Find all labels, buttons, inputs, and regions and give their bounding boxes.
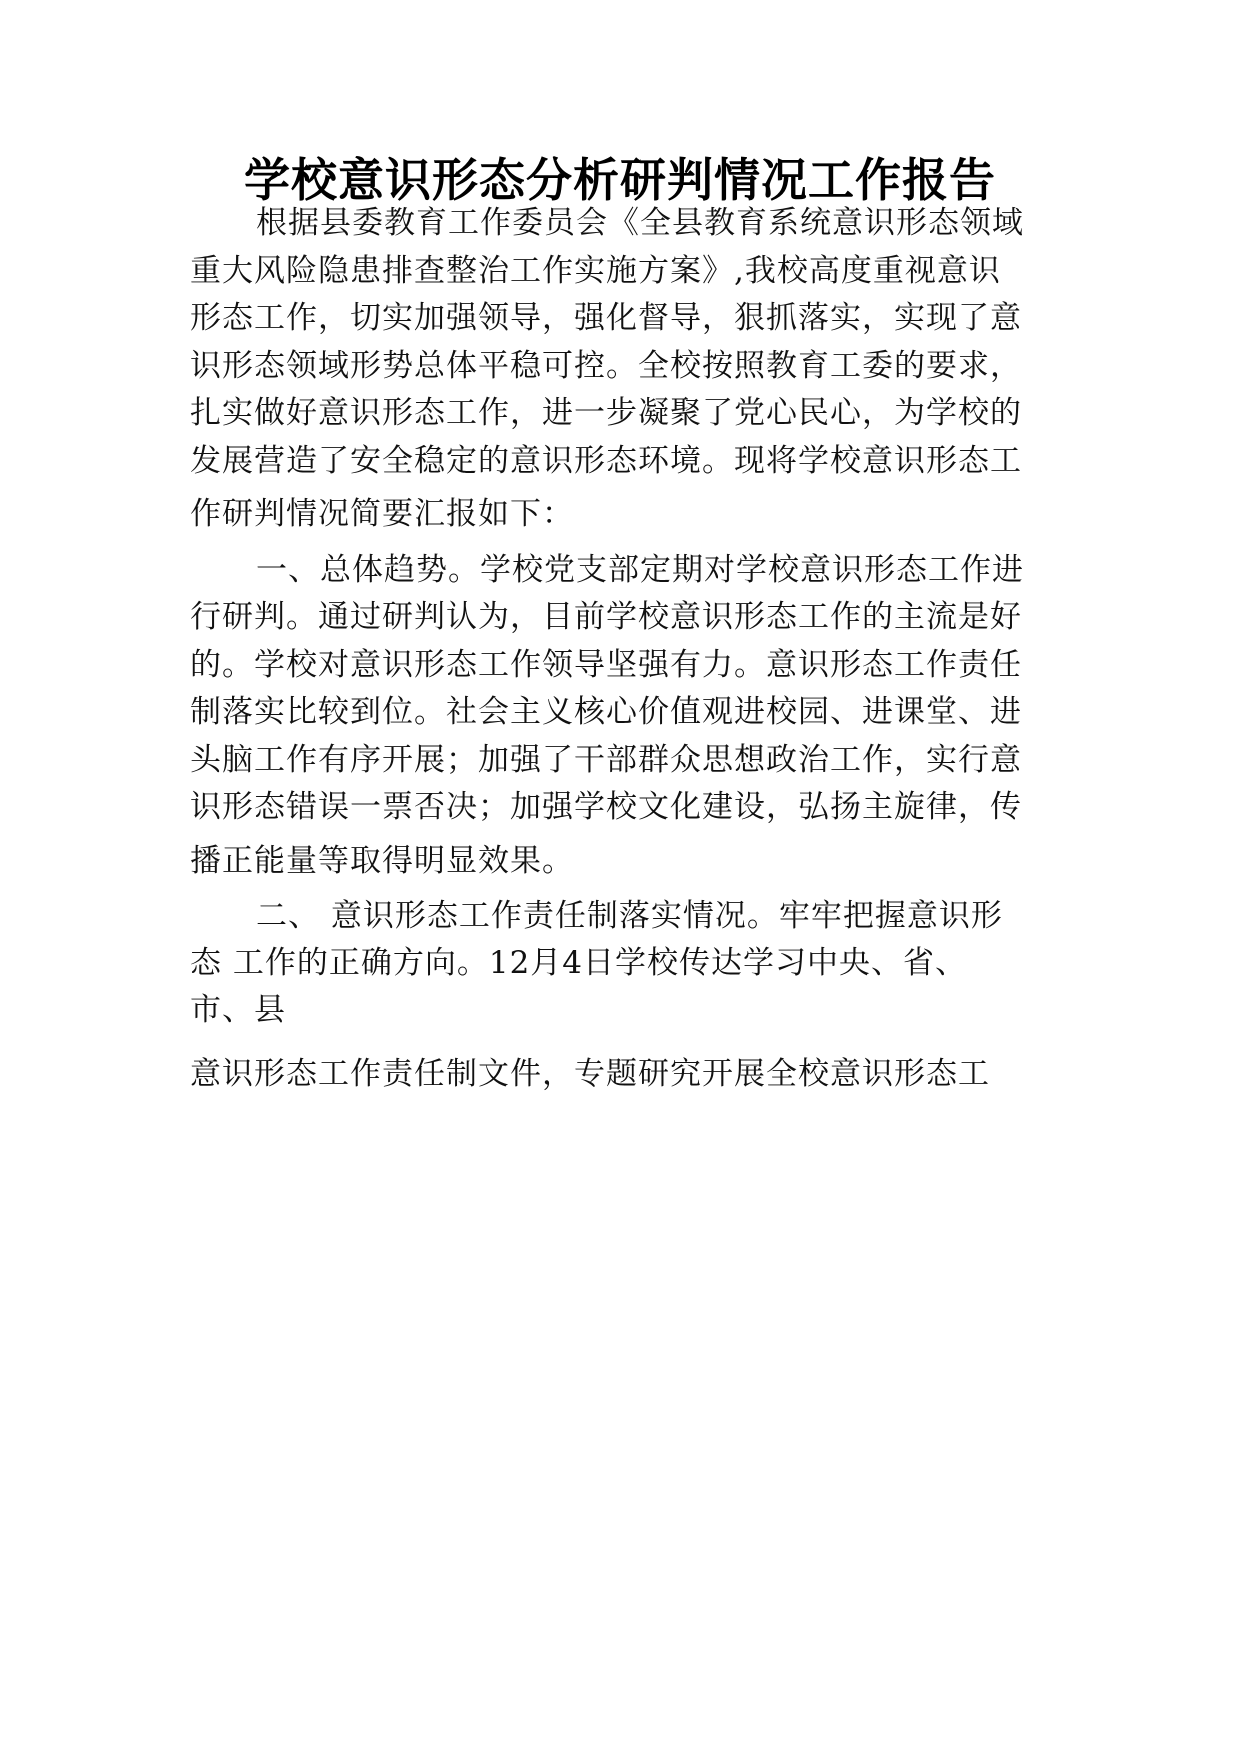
paragraph-line: 重大风险隐患排查整治工作实施方案》,我校高度重视意识 (190, 253, 1001, 289)
paragraph-line: 发展营造了安全稳定的意识形态环境。现将学校意识形态工 (190, 443, 1022, 479)
paragraph-line: 行研判。通过研判认为，目前学校意识形态工作的主流是好 (190, 599, 1022, 635)
paragraph-line: 根据县委教育工作委员会《全县教育系统意识形态领域 (256, 205, 1024, 241)
paragraph-line: 播正能量等取得明显效果。 (190, 843, 574, 879)
paragraph-line: 的。学校对意识形态工作领导坚强有力。意识形态工作责任 (190, 647, 1022, 683)
paragraph-line: 作研判情况简要汇报如下： (190, 496, 574, 532)
paragraph-line: 二、 意识形态工作责任制落实情况。牢牢把握意识形 (256, 898, 1003, 934)
paragraph-line: 意识形态工作责任制文件，专题研究开展全校意识形态工 (190, 1056, 990, 1092)
paragraph-line: 市、县 (190, 992, 286, 1028)
paragraph-line: 扎实做好意识形态工作，进一步凝聚了党心民心，为学校的 (190, 395, 1022, 431)
document-title: 学校意识形态分析研判情况工作报告 (244, 153, 996, 207)
paragraph-line: 一、总体趋势。学校党支部定期对学校意识形态工作进 (256, 552, 1024, 588)
paragraph-line: 头脑工作有序开展；加强了干部群众思想政治工作，实行意 (190, 742, 1022, 778)
paragraph-line: 形态工作，切实加强领导，强化督导，狠抓落实，实现了意 (190, 300, 1022, 336)
paragraph-line: 识形态错误一票否决；加强学校文化建设，弘扬主旋律，传 (190, 789, 1022, 825)
paragraph-line: 制落实比较到位。社会主义核心价值观进校园、进课堂、进 (190, 694, 1022, 730)
paragraph-line: 态 工作的正确方向。12月4日学校传达学习中央、省、 (190, 945, 968, 981)
paragraph-line: 识形态领域形势总体平稳可控。全校按照教育工委的要求， (190, 348, 1022, 384)
